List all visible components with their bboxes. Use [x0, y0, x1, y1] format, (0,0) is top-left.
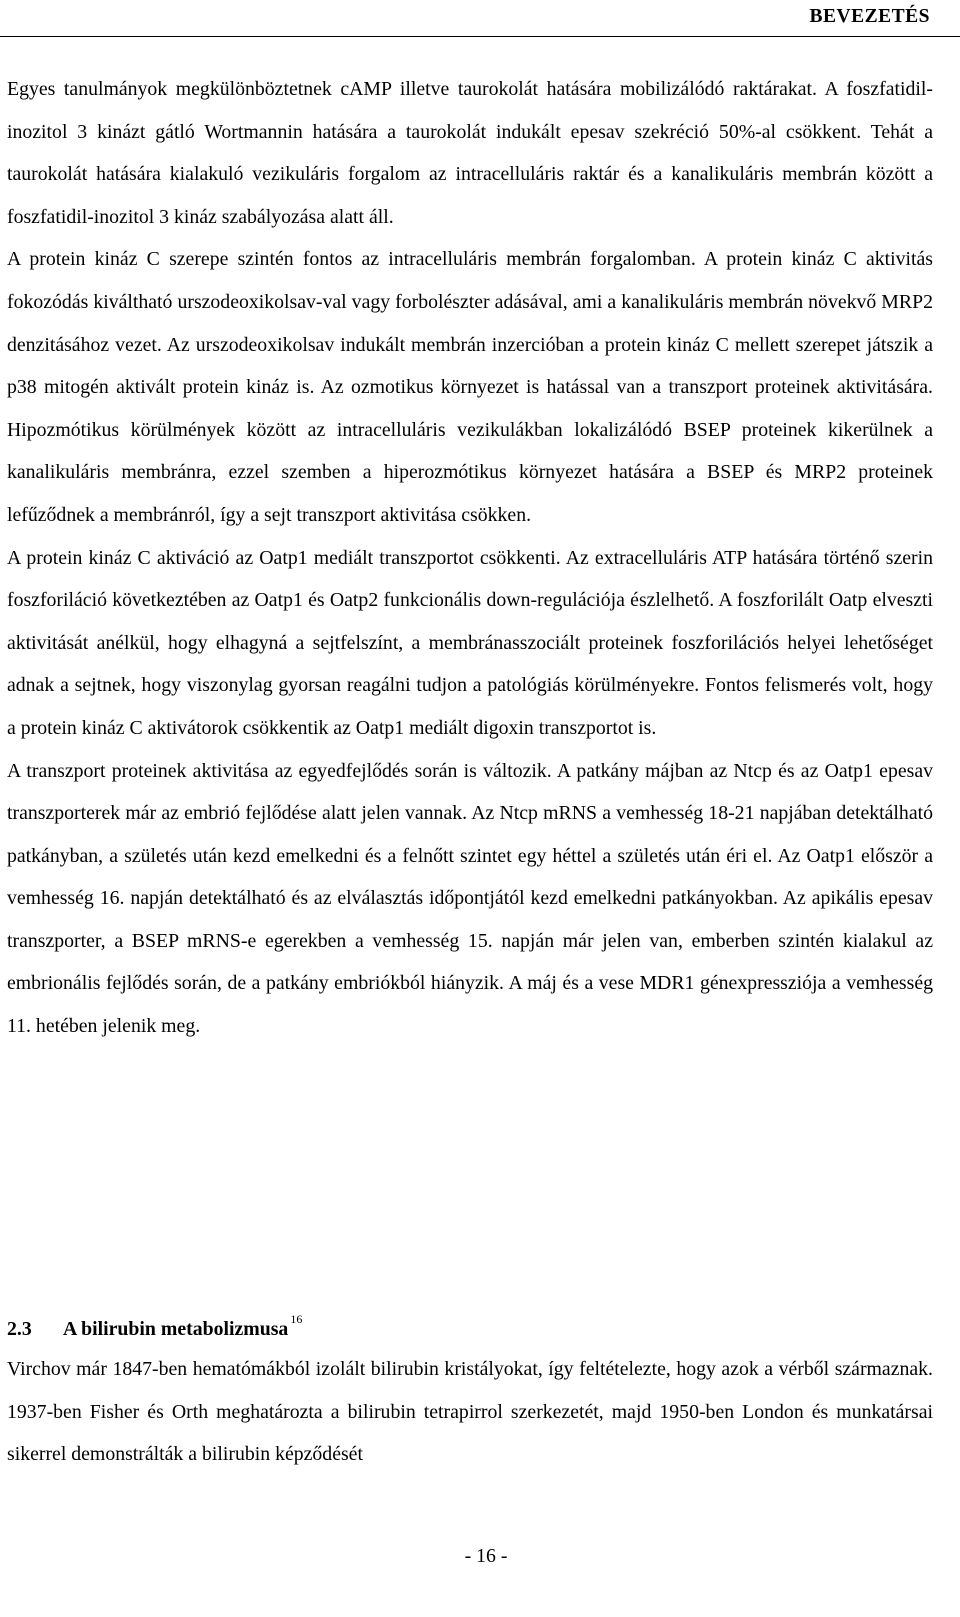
section-number: 2.3: [7, 1318, 32, 1340]
section-title: A bilirubin metabolizmusa: [63, 1318, 289, 1340]
section-heading: [7, 1298, 302, 1350]
section-reference: 16: [290, 1312, 303, 1326]
paragraph: Egyes tanulmányok megkülönböztetnek cAMP illetve taurokolát hatására mobilizálódó raktárakat. A foszfatidil-inozitol 3 kinázt gátló Wortmannin hatására a taurokolát indukált epesav szekréció 50%-al csökkent. Tehát a taurokolát hatására kialakuló vezikuláris forgalom az intracelluláris raktár és a kanalikuláris membrán között a foszfatidil-inozitol 3 kináz szabályozása alatt áll.: [7, 78, 933, 228]
page-footer: [0, 1545, 960, 1568]
paragraph: Virchov már 1847-ben hematómákból izolált bilirubin kristályokat, így feltételezte, hogy azok a vérből származnak. 1937-ben Fisher és Orth meghatározta a bilirubin tetrapirrol szerkezetét, majd 1950-ben London és munkatársai sikerrel demonstrálták a bilirubin képződését: [7, 1358, 933, 1466]
page-header-title: BEVEZETÉS: [809, 6, 930, 27]
body-text: [7, 68, 933, 1048]
paragraph: A protein kináz C aktiváció az Oatp1 mediált transzportot csökkenti. Az extracelluláris ATP hatására történő szerin foszforiláció következtében az Oatp1 és Oatp2 funkcionális down-regulációja észlelhető. A foszforilált Oatp elveszti aktivitását anélkül, hogy elhagyná a sejtfelszínt, a membránasszociált proteinek foszforilációs helyei lehetőséget adnak a sejtnek, hogy viszonylag gyorsan reagálni tudjon a patológiás körülményekre. Fontos felismerés volt, hogy a protein kináz C aktivátorok csökkentik az Oatp1 mediált digoxin transzportot is.: [7, 546, 933, 739]
paragraph: A transzport proteinek aktivitása az egyedfejlődés során is változik. A patkány májban az Ntcp és az Oatp1 epesav transzporterek már az embrió fejlődése alatt jelen vannak. Az Ntcp mRNS a vemhesség 18-21 napjában detektálható patkányban, a születés után kezd emelkedni és a felnőtt szintet egy héttel a születés után éri el. Az Oatp1 először a vemhesség 16. napján detektálható és az elválasztás időpontjától kezd emelkedni patkányokban. Az apikális epesav transzporter, a BSEP mRNS-e egerekben a vemhesség 15. napján már jelen van, emberben szintén kialakul az embrionális fejlődés során, de a patkány embriókból hiányzik. A máj és a vese MDR1 génexpressziója a vemhesség 11. hetében jelenik meg.: [7, 759, 933, 1038]
header-rule: [0, 36, 960, 37]
page-number: - 16 -: [464, 1545, 508, 1567]
section-body-text: [7, 1348, 933, 1476]
paragraph: A protein kináz C szerepe szintén fontos az intracelluláris membrán forgalomban. A protein kináz C aktivitás fokozódás kiváltható urszodeoxikolsav-val vagy forbolészter adásával, ami a kanalikuláris membrán növekvő MRP2 denzitásához vezet. Az urszodeoxikolsav indukált membrán inzercióban a protein kináz C mellett szerepet játszik a p38 mitogén aktivált protein kináz is. Az ozmotikus környezet is hatással van a transzport proteinek aktivitására. Hipozmótikus körülmények között az intracelluláris vezikulákban lokalizálódó BSEP proteinek kikerülnek a kanalikuláris membránra, ezzel szemben a hiperozmótikus környezet hatására a BSEP és MRP2 proteinek lefűződnek a membránról, így a sejt transzport aktivitása csökken.: [7, 248, 933, 526]
